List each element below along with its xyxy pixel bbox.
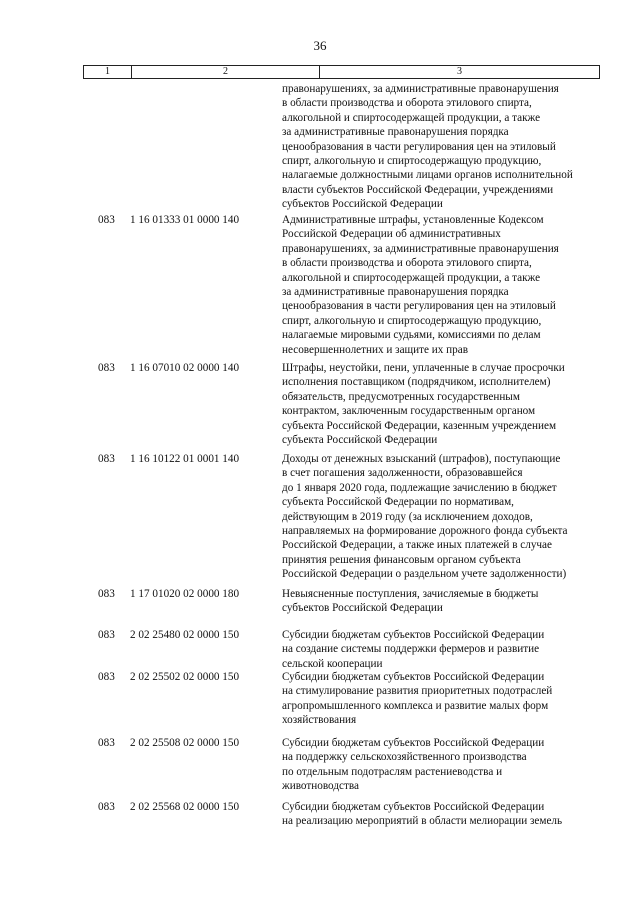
admin-code: 083 xyxy=(98,801,115,813)
revenue-description: Невыясненные поступления, зачисляемые в бюджеты субъектов Российской Федерации xyxy=(282,588,539,615)
admin-code: 083 xyxy=(98,453,115,465)
admin-code: 083 xyxy=(98,737,115,749)
revenue-description: Административные штрафы, установленные Кодексом Российской Федерации об административных правонарушениях, за административные правонарушения в области производства и оборота этилового спирта, алкогольной и спиртосодержащей продукции, а также за административные правонарушения порядка ценообразования в части регулирования цен на этиловый спирт, алкогольную и спиртосодержащую продукцию, налагаемые мировыми судьями, комиссиями по делам несовершеннолетних и защите их прав xyxy=(282,214,559,356)
page-number: 36 xyxy=(313,38,327,53)
revenue-description: Субсидии бюджетам субъектов Российской Федерации на реализацию мероприятий в области мелиорации земель xyxy=(282,801,563,828)
column-header-2: 2 xyxy=(132,66,320,78)
admin-code: 083 xyxy=(98,214,115,226)
revenue-description: Доходы от денежных взысканий (штрафов), поступающие в счет погашения задолженности, образовавшейся до 1 января 2020 года, подлежащие зачислению в бюджет субъекта Российской Федерации по нормативам, действующим в 2019 году (за исключением доходов, направляемых на формирование дорожного фонда субъекта Российской Федерации, а также иных платежей в случае принятия решения финансовым органом субъекта Российской Федерации о раздельном учете задолженности) xyxy=(282,453,568,581)
admin-code: 083 xyxy=(98,362,115,374)
revenue-description: Субсидии бюджетам субъектов Российской Федерации на создание системы поддержки фермеров и развитие сельской кооперации xyxy=(282,629,545,670)
revenue-description: правонарушениях, за административные правонарушения в области производства и оборота этилового спирта, алкогольной и спиртосодержащей продукции, а также за административные правонарушения порядка ценообразования в части регулирования цен на этиловый спирт, алкогольную и спиртосодержащую продукцию, налагаемые должностными лицами органов исполнительной власти субъектов Российской Федерации, учреждениями субъектов Российской Федерации xyxy=(282,83,573,211)
column-header-3: 3 xyxy=(457,66,462,77)
revenue-code: 1 17 01020 02 0000 180 xyxy=(130,588,240,600)
revenue-code: 1 16 07010 02 0000 140 xyxy=(130,362,240,374)
revenue-code: 2 02 25480 02 0000 150 xyxy=(130,629,240,641)
admin-code: 083 xyxy=(98,629,115,641)
admin-code: 083 xyxy=(98,588,115,600)
admin-code: 083 xyxy=(98,671,115,683)
revenue-code: 2 02 25502 02 0000 150 xyxy=(130,671,240,683)
revenue-code: 2 02 25568 02 0000 150 xyxy=(130,801,240,813)
revenue-description: Субсидии бюджетам субъектов Российской Федерации на стимулирование развития приоритетных подотраслей агропромышленного комплекса и развитие малых форм хозяйствования xyxy=(282,671,553,727)
column-header-1: 1 xyxy=(84,66,132,78)
table-header xyxy=(83,65,600,79)
revenue-description: Субсидии бюджетам субъектов Российской Федерации на поддержку сельскохозяйственного производства по отдельным подотраслям растениеводства и животноводства xyxy=(282,737,545,793)
revenue-code: 1 16 01333 01 0000 140 xyxy=(130,214,240,226)
revenue-code: 2 02 25508 02 0000 150 xyxy=(130,737,240,749)
revenue-code: 1 16 10122 01 0001 140 xyxy=(130,453,240,465)
revenue-description: Штрафы, неустойки, пени, уплаченные в случае просрочки исполнения поставщиком (подрядчиком, исполнителем) обязательств, предусмотренных государственным контрактом, заключенным государственным органом субъекта Российской Федерации, казенным учреждением субъекта Российской Федерации xyxy=(282,362,565,447)
